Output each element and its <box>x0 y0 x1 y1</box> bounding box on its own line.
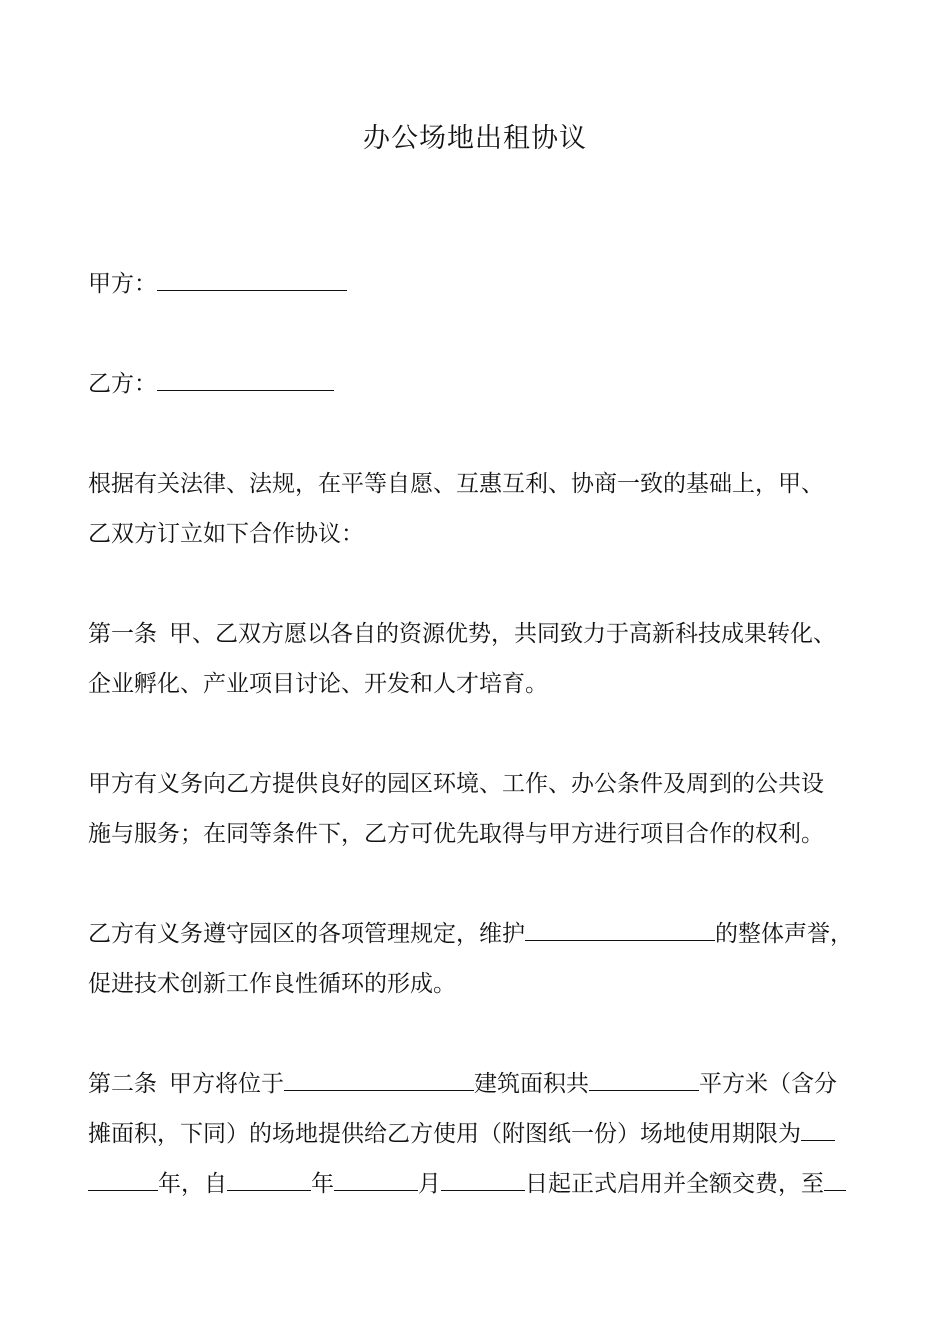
article-2-text-l3c: 月 <box>418 1171 441 1197</box>
area-blank[interactable] <box>589 1068 699 1091</box>
party-b-line <box>88 368 878 400</box>
para-b-line-2: 促进技术创新工作良性循环的形成。 <box>88 971 456 997</box>
start-year-blank[interactable] <box>227 1168 311 1191</box>
article-2-line-2 <box>88 1118 878 1150</box>
location-blank[interactable] <box>284 1068 474 1091</box>
party-a-label: 甲方： <box>88 271 157 297</box>
article-1-line-1 <box>88 618 878 650</box>
article-2-text-l2: 摊面积，下同）的场地提供给乙方使用（附图纸一份）场地使用期限为 <box>88 1121 801 1147</box>
preamble-line-1: 根据有关法律、法规，在平等自愿、互惠互利、协商一致的基础上，甲、 <box>88 471 824 497</box>
end-date-blank[interactable] <box>824 1168 846 1191</box>
term-years-blank[interactable] <box>88 1168 158 1191</box>
party-a-blank[interactable] <box>157 268 347 291</box>
start-month-blank[interactable] <box>334 1168 418 1191</box>
article-2-text-l3b: 年 <box>311 1171 334 1197</box>
article-2-line-1 <box>88 1068 878 1100</box>
para-b-line-1 <box>88 918 878 950</box>
article-2-text-c: 平方米（含分 <box>699 1071 837 1097</box>
article-2-line-3 <box>88 1168 878 1200</box>
party-b-blank[interactable] <box>157 368 334 391</box>
para-a-line-2: 施与服务；在同等条件下，乙方可优先取得与甲方进行项目合作的权利。 <box>88 821 824 847</box>
article-2-heading: 第二条 <box>88 1071 157 1097</box>
article-1-heading: 第一条 <box>88 621 157 647</box>
park-name-blank[interactable] <box>525 918 715 941</box>
article-1-line-2: 企业孵化、产业项目讨论、开发和人才培育。 <box>88 671 548 697</box>
article-2-text-b: 建筑面积共 <box>474 1071 589 1097</box>
article-2-text-l3a: 年，自 <box>158 1171 227 1197</box>
term-blank-start[interactable] <box>801 1118 835 1141</box>
para-b-text-start: 乙方有义务遵守园区的各项管理规定，维护 <box>88 921 525 947</box>
party-a-line <box>88 268 878 300</box>
party-b-label: 乙方： <box>88 371 157 397</box>
article-2-text-l3d: 日起正式启用并全额交费，至 <box>525 1171 824 1197</box>
article-2-text-a: 甲方将位于 <box>169 1071 284 1097</box>
start-day-blank[interactable] <box>441 1168 525 1191</box>
article-1-text-1: 甲、乙双方愿以各自的资源优势，共同致力于高新科技成果转化、 <box>169 621 836 647</box>
para-a-line-1: 甲方有义务向乙方提供良好的园区环境、工作、办公条件及周到的公共设 <box>88 771 824 797</box>
document-title: 办公场地出租协议 <box>363 123 587 154</box>
para-b-text-end: 的整体声誉， <box>715 921 853 947</box>
preamble-line-2: 乙双方订立如下合作协议： <box>88 521 364 547</box>
